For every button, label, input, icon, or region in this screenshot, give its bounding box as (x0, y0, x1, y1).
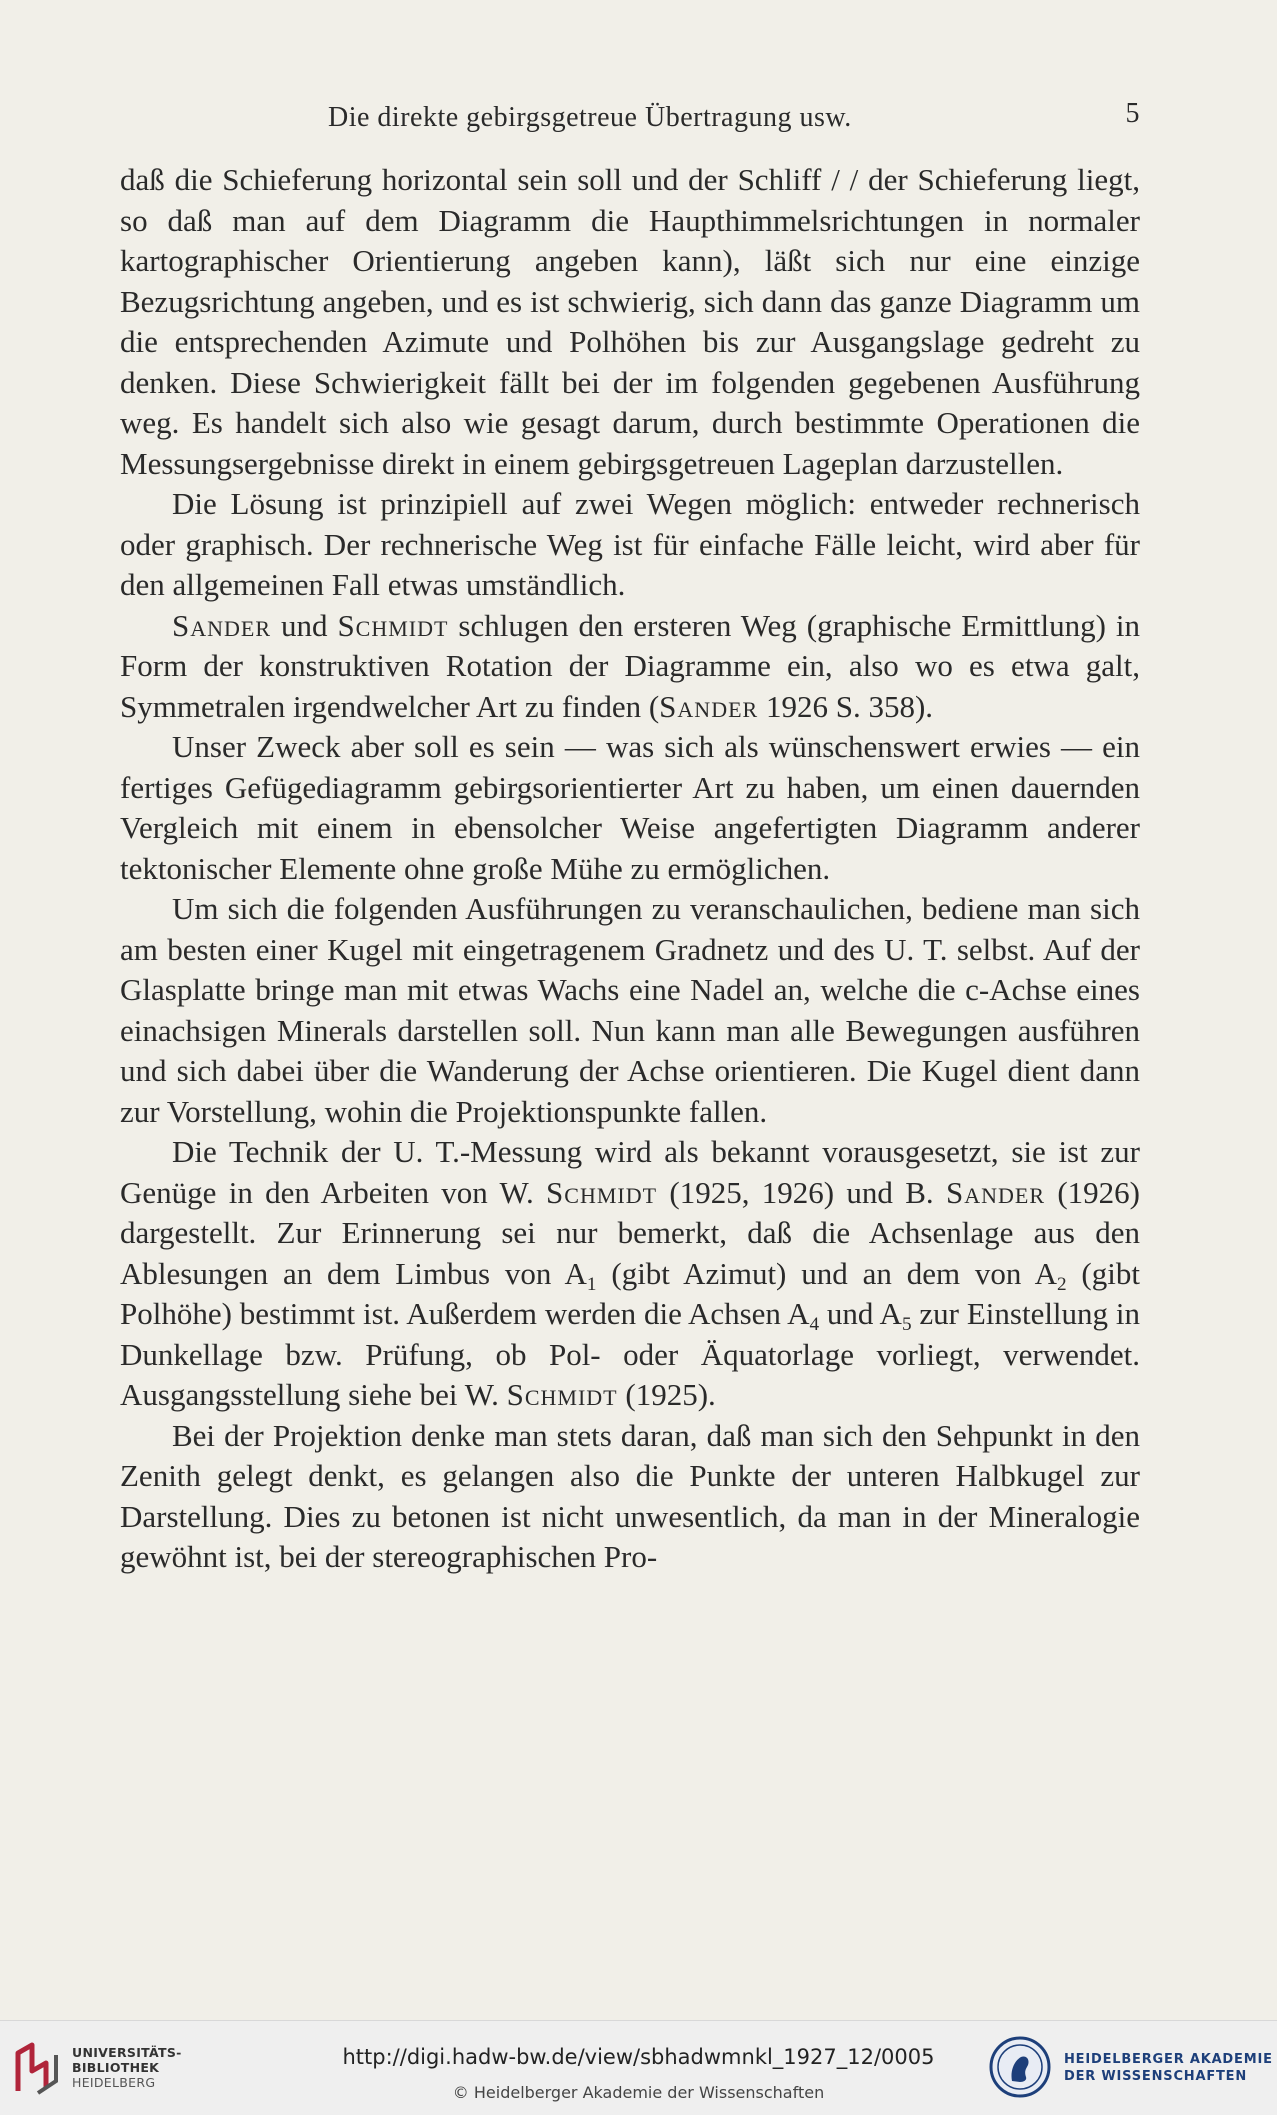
text-run: (gibt Azimut) und an dem von A (596, 1255, 1057, 1291)
author-name: Sander (946, 1174, 1046, 1210)
text-run: und (271, 607, 338, 643)
author-name: Schmidt (546, 1174, 658, 1210)
text-run: schlugen den ersteren Weg (graphische Ermittlung) in Form der konstruktiven Rotation der Diagramme ein, also wo es etwa galt, Symmetralen irgendwelcher Art zu finden ( (120, 607, 1140, 724)
paragraph-5: Um sich die folgenden Ausführungen zu veranschaulichen, bediene man sich am besten einer Kugel mit eingetragenem Gradnetz und des U. T. selbst. Auf der Glasplatte bringe man mit etwas Wachs eine Nadel an, welche die c-Achse eines einachsigen Minerals darstellen soll. Nun kann man alle Bewegungen ausführen und sich dabei über die Wanderung der Achse orientieren. Die Kugel dient dann zur Vorstellung, wohin die Projektionspunkte fallen. (120, 891, 1140, 1129)
author-name: Sander (659, 688, 759, 724)
academy-name[interactable] (1064, 2051, 1273, 2085)
running-head (120, 98, 1140, 142)
paragraph-6 (120, 1132, 1140, 1416)
subscript: 4 (809, 1313, 820, 1335)
paragraph-4: Unser Zweck aber soll es sein — was sich als wünschenswert erwies — ein fertiges Gefügediagramm gebirgsorientierter Art zu haben, um einen dauernden Vergleich mit einem in ebensolcher Weise angefertigten Diagramm anderer tektonischer Elemente ohne große Mühe zu ermöglichen. (120, 729, 1140, 886)
author-name: Schmidt (337, 607, 449, 643)
text-run: (1925). (617, 1377, 716, 1412)
text-run: 1926 S. 358). (758, 688, 934, 724)
subscript: 5 (901, 1313, 912, 1335)
academy-name-line: HEIDELBERGER AKADEMIE (1064, 2052, 1273, 2067)
text-run: (1926) dargestellt. Zur Erinnerung sei nur bemerkt, daß die Achsenlage aus den Ablesungen an dem Limbus von A (120, 1174, 1140, 1291)
page-number: 5 (1125, 98, 1140, 129)
text-run: und A (819, 1296, 902, 1331)
running-head-title: Die direkte gebirgsgetreue Übertragung usw. (328, 102, 852, 133)
author-name: Schmidt (506, 1377, 618, 1412)
library-name-line: BIBLIOTHEK (72, 2060, 160, 2075)
text-run: (gibt Polhöhe) bestimmt ist. Außerdem werden die Achsen A (120, 1255, 1140, 1331)
footer-bar (0, 2020, 1277, 2115)
paragraph-7: Bei der Projektion denke man stets daran, daß man sich den Sehpunkt in den Zenith gelegt denkt, es gelangen also die Punkte der unteren Halbkugel zur Darstellung. Dies zu betonen ist nicht unwesentlich, da man in der Mineralogie gewöhnt ist, bei der stereographischen Pro- (120, 1417, 1140, 1574)
body-text (120, 160, 1140, 1578)
subscript: 1 (586, 1273, 597, 1295)
subscript: 2 (1056, 1273, 1067, 1295)
text-run: zur Einstellung in Dunkellage bzw. Prüfung, ob Pol- oder Äquatorlage vorliegt, verwendet. Ausgangsstellung siehe bei W. (120, 1296, 1141, 1412)
author-name: Sander (172, 607, 272, 643)
paragraph-3 (120, 606, 1140, 728)
academy-name-line: DER WISSENSCHAFTEN (1064, 2069, 1248, 2084)
text-run: (1925, 1926) und B. (657, 1174, 946, 1210)
library-name-line: UNIVERSITÄTS- (72, 2045, 182, 2060)
paragraph-1: daß die Schieferung horizontal sein soll und der Schliff / / der Schieferung liegt, so daß man auf dem Diagramm die Haupthimmelsrichtungen in normaler kartographischer Orientierung angeben kann), läßt sich nur eine einzige Bezugsrichtung angeben, und es ist schwierig, sich dann das ganze Diagramm um die entsprechenden Azimute und Polhöhen bis zur Ausgangslage gedreht zu denken. Diese Schwierigkeit fällt bei der im folgenden gegebenen Ausführung weg. Es handelt sich also wie gesagt darum, durch bestimmte Operationen die Messungsergebnisse direkt in einem gebirgsgetreuen Lageplan darzustellen. (120, 162, 1140, 481)
library-name-line: HEIDELBERG (72, 2075, 156, 2090)
hadw-seal-icon[interactable] (988, 2035, 1052, 2099)
page-url-link[interactable]: http://digi.hadw-bw.de/view/sbhadwmnkl_1927_12/0005 (342, 2045, 935, 2069)
copyright-notice: © Heidelberger Akademie der Wissenschaften (452, 2083, 825, 2102)
text-run: Die Technik der U. T.-Messung wird als bekannt vorausgesetzt, sie ist zur Genüge in den Arbeiten von W. (120, 1134, 1140, 1210)
paragraph-2: Die Lösung ist prinzipiell auf zwei Wegen möglich: entweder rechnerisch oder graphisch. Der rechnerische Weg ist für einfache Fälle leicht, wird aber für den allgemeinen Fall etwas umständlich. (120, 486, 1140, 602)
